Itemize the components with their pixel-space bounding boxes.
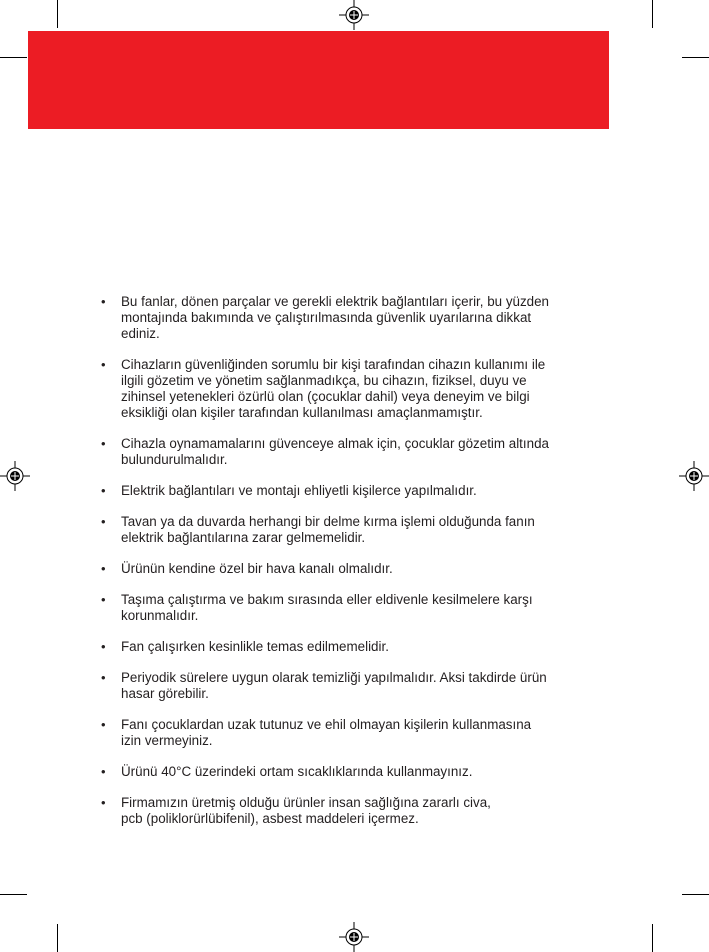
- list-item-text: Firmamızın üretmiş olduğu ürünler insan sağlığına zararlı civa, pcb (poliklorürlübifenil), asbest maddeleri içermez.: [121, 795, 491, 826]
- registration-mark-right-icon: [679, 461, 709, 491]
- crop-mark-bottom-left-vertical: [57, 924, 58, 952]
- bullet-icon: •: [101, 795, 106, 810]
- list-item: [101, 514, 621, 546]
- list-item-text: Bu fanlar, dönen parçalar ve gerekli elektrik bağlantıları içerir, bu yüzden montajında bakımında ve çalıştırılmasında güvenlik uyarılarına dikkat ediniz.: [121, 294, 549, 341]
- list-item: [101, 670, 621, 702]
- list-item: [101, 357, 621, 421]
- crop-mark-top-right-horizontal: [682, 57, 709, 58]
- bullet-icon: •: [101, 357, 106, 372]
- registration-mark-bottom-icon: [339, 922, 369, 952]
- list-item: [101, 717, 621, 749]
- list-item-text: Cihazların güvenliğinden sorumlu bir kişi tarafından cihazın kullanımı ile ilgili gözetim ve yönetim sağlanmadıkça, bu cihazın, fiziksel, duyu ve zihinsel yetenekleri özürlü olan (çocuklar dahil) veya deneyim ve bilgi eksikliği olan kişiler tarafından kullanılması amaçlanmamıştır.: [121, 357, 546, 420]
- bullet-icon: •: [101, 483, 106, 498]
- bullet-icon: •: [101, 592, 106, 607]
- list-item: [101, 795, 621, 827]
- bullet-icon: •: [101, 436, 106, 451]
- registration-mark-top-icon: [339, 0, 369, 30]
- crop-mark-top-left-horizontal: [0, 57, 27, 58]
- bullet-icon: •: [101, 717, 106, 732]
- list-item-text: Tavan ya da duvarda herhangi bir delme kırma işlemi olduğunda fanın elektrik bağlantılarına zarar gelmemelidir.: [121, 514, 535, 545]
- bullet-icon: •: [101, 561, 106, 576]
- list-item-text: Fanı çocuklardan uzak tutunuz ve ehil olmayan kişilerin kullanmasına izin vermeyiniz.: [121, 717, 532, 748]
- crop-mark-top-right-vertical: [652, 0, 653, 28]
- registration-mark-left-icon: [0, 461, 30, 491]
- list-item: [101, 764, 621, 780]
- bullet-icon: •: [101, 670, 106, 685]
- crop-mark-bottom-right-vertical: [652, 924, 653, 952]
- bullet-icon: •: [101, 764, 106, 779]
- list-item-text: Elektrik bağlantıları ve montajı ehliyetli kişilerce yapılmalıdır.: [121, 483, 477, 498]
- list-item: [101, 436, 621, 468]
- bullet-icon: •: [101, 294, 106, 309]
- crop-mark-bottom-left-horizontal: [0, 894, 27, 895]
- safety-warnings-list: [101, 294, 621, 842]
- list-item-text: Cihazla oynamamalarını güvenceye almak için, çocuklar gözetim altında bulundurulmalıdır.: [121, 436, 549, 467]
- list-item-text: Periyodik sürelere uygun olarak temizliği yapılmalıdır. Aksi takdirde ürün hasar görebilir.: [121, 670, 547, 701]
- list-item-text: Taşıma çalıştırma ve bakım sırasında eller eldivenle kesilmelere karşı korunmalıdır.: [121, 592, 533, 623]
- list-item: [101, 592, 621, 624]
- header-banner: [28, 31, 609, 129]
- list-item-text: Fan çalışırken kesinlikle temas edilmemelidir.: [121, 639, 389, 654]
- crop-mark-top-left-vertical: [57, 0, 58, 28]
- bullet-icon: •: [101, 514, 106, 529]
- list-item-text: Ürünün kendine özel bir hava kanalı olmalıdır.: [121, 561, 393, 576]
- list-item: [101, 294, 621, 342]
- list-item-text: Ürünü 40°C üzerindeki ortam sıcaklıklarında kullanmayınız.: [121, 764, 473, 779]
- list-item: [101, 561, 621, 577]
- list-item: [101, 483, 621, 499]
- list-item: [101, 639, 621, 655]
- crop-mark-bottom-right-horizontal: [682, 894, 709, 895]
- bullet-icon: •: [101, 639, 106, 654]
